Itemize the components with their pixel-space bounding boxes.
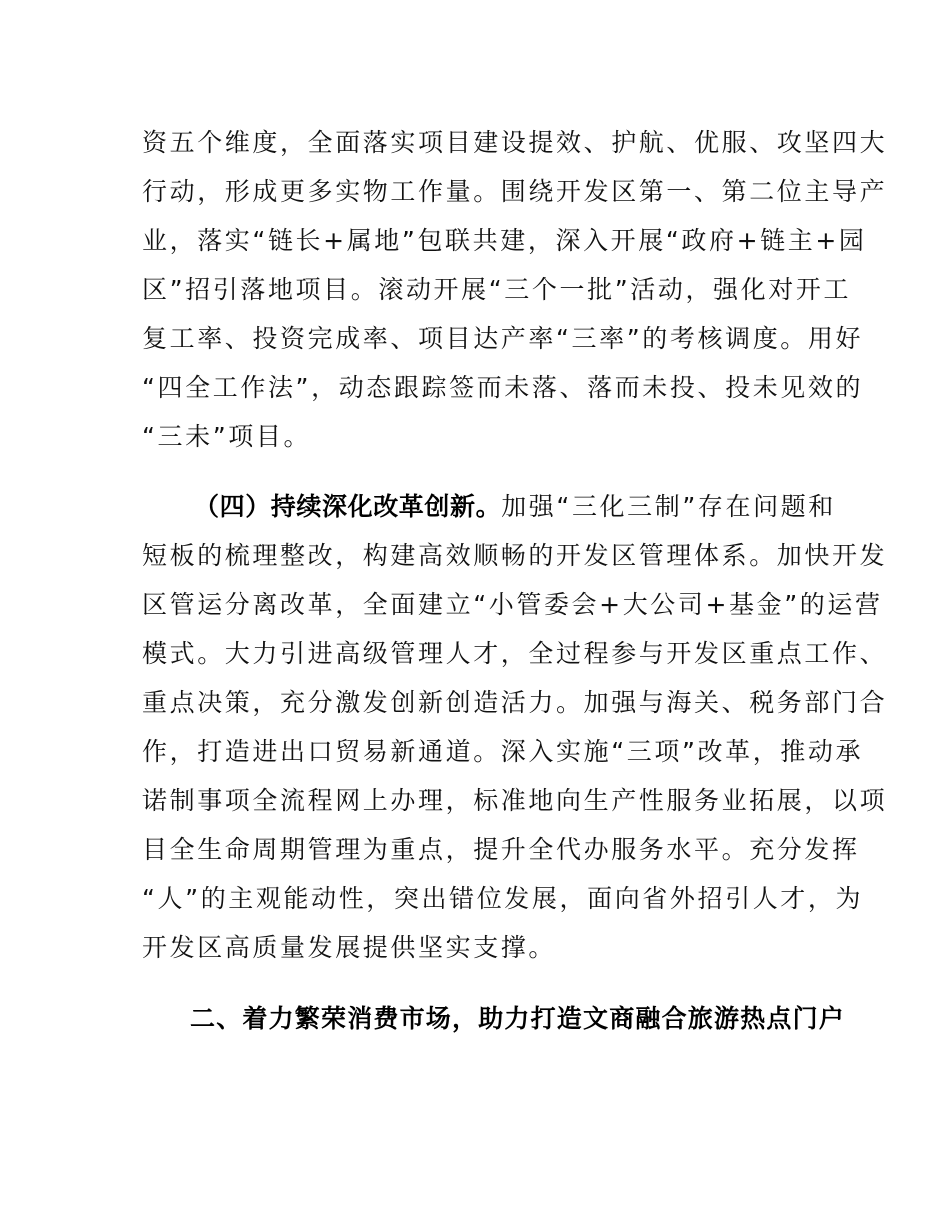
paragraph-line: “三未”项目。 [142,422,312,451]
paragraph-line: “四全工作法”，动态跟踪签而未落、落而未投、投未见效的 [142,373,864,402]
paragraph-line: 目全生命周期管理为重点，提升全代办服务水平。充分发挥 [142,835,860,864]
paragraph-line: 行动，形成更多实物工作量。围绕开发区第一、第二位主导产 [142,177,888,206]
paragraph-line: 模式。大力引进高级管理人才，全过程参与开发区重点工作、 [142,639,888,668]
subsection-heading: （四）持续深化改革创新。 [194,492,502,521]
paragraph-line: 复工率、投资完成率、项目达产率“三率”的考核调度。用好 [142,324,864,353]
paragraph-line: 区管运分离改革，全面建立“小管委会+大公司+基金”的运营 [142,590,883,619]
paragraph-line-text: 加强“三化三制”存在问题和 [501,492,836,521]
paragraph-line: 诺制事项全流程网上办理，标准地向生产性服务业拓展，以项 [142,786,888,815]
paragraph-line: “人”的主观能动性，突出错位发展，面向省外招引人才，为 [142,884,864,913]
paragraph-line: 作，打造进出口贸易新通道。深入实施“三项”改革，推动承 [142,737,864,766]
section-heading: 二、着力繁荣消费市场，助力打造文商融合旅游热点门户 [190,1004,846,1033]
paragraph-line: 业，落实“链长+属地”包联共建，深入开展“政府+链主+园 [142,226,867,255]
paragraph-line: 重点决策，充分激发创新创造活力。加强与海关、税务部门合 [142,688,888,717]
paragraph-line: 资五个维度，全面落实项目建设提效、护航、优服、攻坚四大 [142,128,888,157]
paragraph-first-line [194,492,836,522]
paragraph-line: 短板的梳理整改，构建高效顺畅的开发区管理体系。加快开发 [142,541,888,570]
paragraph-line: 区”招引落地项目。滚动开展“三个一批”活动，强化对开工 [142,275,852,304]
paragraph-line: 开发区高质量发展提供坚实支撑。 [142,933,557,962]
